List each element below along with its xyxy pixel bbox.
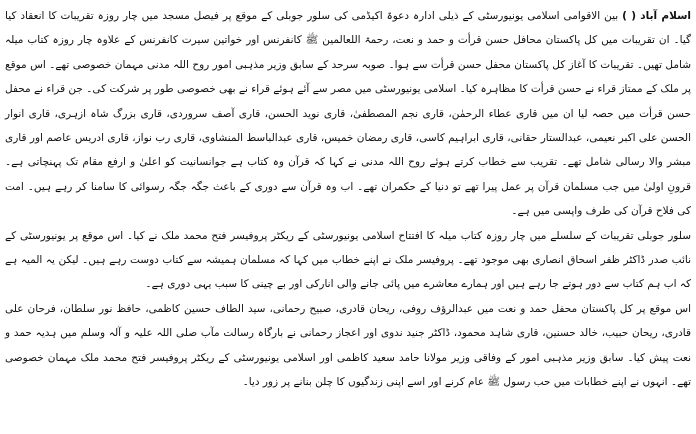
article-paragraph-2 bbox=[5, 224, 691, 297]
article-paragraph-3 bbox=[5, 297, 691, 395]
news-article bbox=[5, 4, 691, 395]
article-paragraph-1 bbox=[5, 4, 691, 224]
paragraph-text: اس موقع پر کل پاکستان محفل حمد و نعت میں عبدالرؤف روفی، ریحان قادری، صبیح رحمانی، سید الطاف حسین کاظمی، حافظ نور سلطان، فرحان علی قادری، ریحان حبیب، خالد حسنین، قاری شاہد محمود، ڈاکٹر جنید ندوی اور اعجاز رحمانی نے بارگاہ رسالت مآب صلی اللہ علیہ و آلہ وسلم میں ہدیہ حمد و نعت پیش کیا۔ سابق وزیر مذہبی امور کے وفاقی وزیر مولانا حامد سعید کاظمی اور اسلامی یونیورسٹی کے ریکٹر پروفیسر فتح محمد ملک مہمان خصوصی تھے۔ انہوں نے اپنے خطابات میں حب رسول ﷺ عام کرنے اور اسے اپنی زندگیوں کا چلن بنانے پر زور دیا۔ bbox=[5, 302, 691, 389]
paragraph-text: بین الاقوامی اسلامی یونیورسٹی کے ذیلی ادارہ دعوۃ اکیڈمی کی سلور جوبلی کے موقع پر فیصل مسجد میں چار روزہ تقریبات کا انعقاد کیا گیا۔ ان تقریبات میں کل پاکستان محافل حسن قرأت و حمد و نعت، رحمۃ اللعالمین ﷺ کانفرنس اور خواتین سیرت کانفرنس کے علاوہ چار روزہ کتاب میلہ شامل تھیں۔ تقریبات کا آغاز کل پاکستان محفل حسن قرأت سے ہوا۔ صوبہ سرحد کے سابق وزیر مذہبی امور روح اللہ مدنی مہمان خصوصی تھے۔ اس موقع پر ملک کے ممتاز قراء نے حسن قرأت کا مظاہرہ کیا۔ اسلامی یونیورسٹی میں مصر سے آئے ہوئے قراء نے بھی خصوصی طور پر شرکت کی۔ جن قراء نے محفل حسن قرأت میں حصہ لیا ان میں قاری عطاء الرحمٰن، قاری نجم المصطفیٰ، قاری نوید الحسن، قاری آصف سروردی، قاری بزرگ شاہ ازہری، قاری انوار الحسن علی اکبر نعیمی، عبدالستار حقانی، قاری ابراہیم کاسی، قاری رمضان خمیس، قاری عبدالباسط المنشاوی، قاری رب نواز، قاری ادریس عاصم اور قاری مبشر والا رسالی شامل تھے۔ تقریب سے خطاب کرتے ہوئے روح اللہ مدنی نے کہا کہ قرآن وہ کتاب ہے جوانسانیت کو اعلیٰ و ارفع مقام تک پہنچاتی ہے۔ قرونِ اولیٰ میں جب مسلمان قرآن پر عمل پیرا تھے تو دنیا کے حکمران تھے۔ اب وہ قرآن سے دوری کے باعث جگہ جگہ رسوائی کا سامنا کر رہے ہیں۔ امت کی فلاح قرآن کی طرف واپسی میں ہے۔ bbox=[5, 10, 691, 218]
dateline: اسلام آباد ( ) bbox=[622, 10, 691, 22]
paragraph-text: سلور جوبلی تقریبات کے سلسلے میں چار روزہ کتاب میلہ کا افتتاح اسلامی یونیورسٹی کے ریکٹر پروفیسر فتح محمد ملک نے کیا۔ اس موقع پر یونیورسٹی کے نائب صدر ڈاکٹر ظفر اسحاق انصاری بھی موجود تھے۔ پروفیسر ملک نے اپنے خطاب میں کہا کہ مسلمان ہمیشہ سے کتاب دوست رہے ہیں۔ لیکن یہ المیہ ہے کہ اب ہم کتاب سے دور ہوتے جا رہے ہیں اور ہمارے معاشرے میں پائی جانے والی انارکی اور بے چینی کا سبب یہی دوری ہے۔ bbox=[5, 229, 691, 291]
